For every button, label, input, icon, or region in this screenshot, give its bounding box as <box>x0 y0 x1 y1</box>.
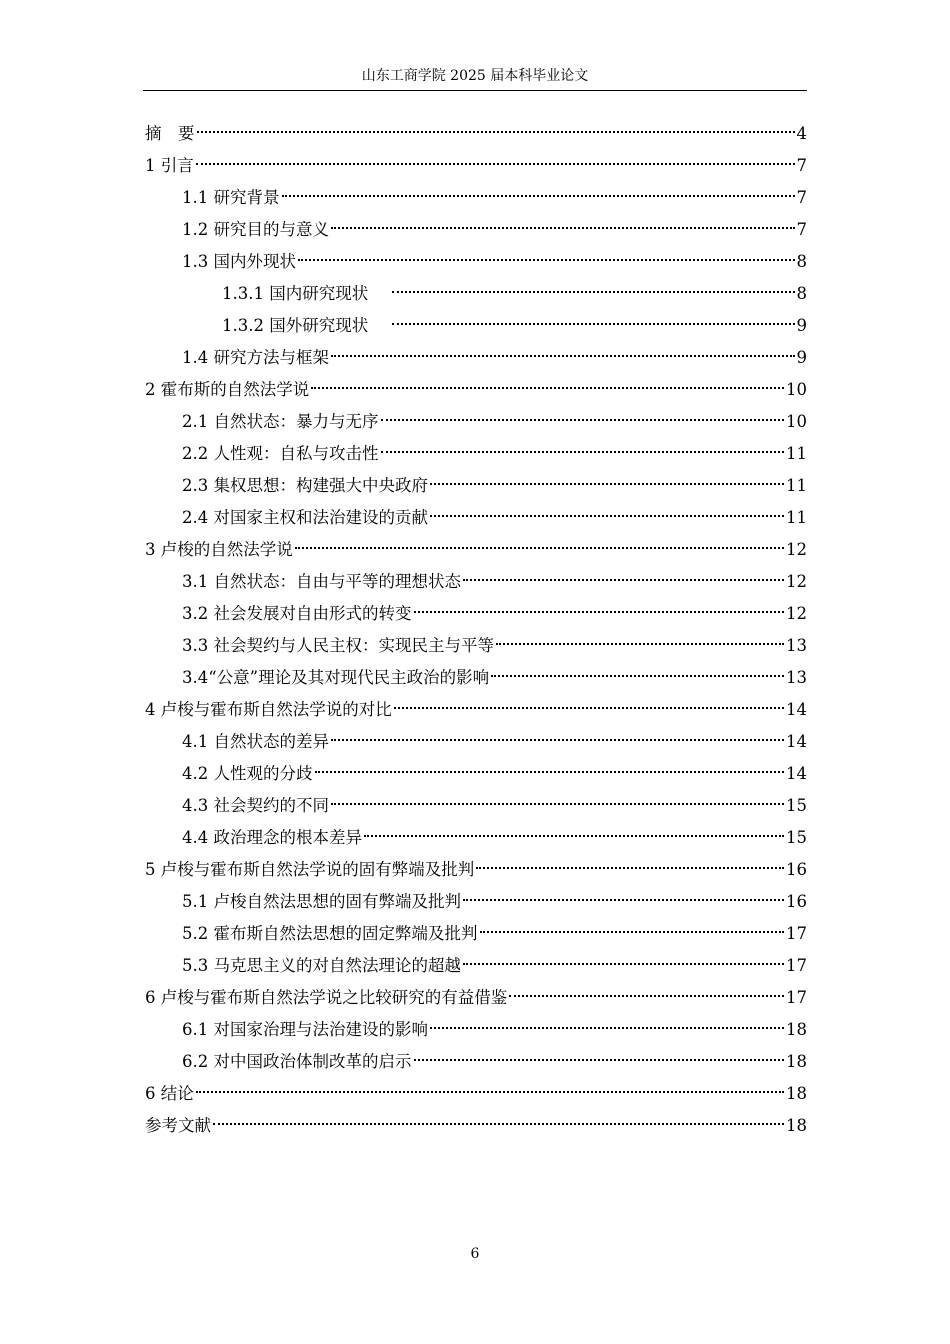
toc-entry-page-number: 15 <box>786 796 807 815</box>
toc-entry-title: 2.2 人性观：自私与攻击性 <box>182 444 379 463</box>
page-footer <box>0 1244 950 1264</box>
toc-entry-page-number: 12 <box>786 572 807 591</box>
page-number: 6 <box>470 1246 480 1262</box>
toc-dot-leader <box>430 483 784 485</box>
toc-entry-page-number: 7 <box>796 220 807 239</box>
toc-entry-page-number: 17 <box>786 956 807 975</box>
toc-entry-title: 4.1 自然状态的差异 <box>182 732 329 751</box>
page-header <box>143 66 807 91</box>
toc-entry-title: 1.1 研究背景 <box>182 188 280 207</box>
toc-entry-title: 2.4 对国家主权和法治建设的贡献 <box>182 508 428 527</box>
toc-entry[interactable] <box>145 598 807 630</box>
toc-entry-page-number: 12 <box>786 604 807 623</box>
toc-dot-leader <box>392 291 794 293</box>
toc-entry[interactable] <box>145 758 807 790</box>
toc-entry[interactable] <box>145 182 807 214</box>
toc-entry-page-number: 7 <box>796 188 807 207</box>
toc-dot-leader <box>430 1027 784 1029</box>
toc-entry-title: 4 卢梭与霍布斯自然法学说的对比 <box>145 700 392 719</box>
toc-entry-title: 1.3 国内外现状 <box>182 252 296 271</box>
toc-entry-title: 5.1 卢梭自然法思想的固有弊端及批判 <box>182 892 461 911</box>
toc-entry[interactable] <box>145 950 807 982</box>
toc-dot-leader <box>480 931 785 933</box>
toc-entry-title: 6.1 对国家治理与法治建设的影响 <box>182 1020 428 1039</box>
toc-entry-page-number: 12 <box>786 540 807 559</box>
toc-entry-page-number: 7 <box>796 156 807 175</box>
toc-entry-page-number: 18 <box>786 1052 807 1071</box>
toc-entry-title: 2 霍布斯的自然法学说 <box>145 380 310 399</box>
toc-entry[interactable] <box>145 470 807 502</box>
toc-entry[interactable] <box>145 438 807 470</box>
toc-entry[interactable] <box>145 502 807 534</box>
toc-entry-title: 6 卢梭与霍布斯自然法学说之比较研究的有益借鉴 <box>145 988 508 1007</box>
toc-entry-page-number: 9 <box>796 316 807 335</box>
toc-entry-page-number: 17 <box>786 988 807 1007</box>
toc-entry[interactable] <box>145 214 807 246</box>
toc-entry-title: 1.2 研究目的与意义 <box>182 220 329 239</box>
toc-entry-page-number: 16 <box>786 860 807 879</box>
toc-dot-leader <box>331 739 784 741</box>
toc-entry[interactable] <box>145 310 807 342</box>
toc-entry-title: 3.2 社会发展对自由形式的转变 <box>182 604 412 623</box>
toc-entry-title: 3.3 社会契约与人民主权：实现民主与平等 <box>182 636 494 655</box>
toc-dot-leader <box>381 419 785 421</box>
toc-entry-title: 5.3 马克思主义的对自然法理论的超越 <box>182 956 461 975</box>
toc-dot-leader <box>463 579 784 581</box>
toc-dot-leader <box>414 1059 785 1061</box>
toc-entry[interactable] <box>145 1078 807 1110</box>
toc-dot-leader <box>331 803 784 805</box>
toc-entry-page-number: 16 <box>786 892 807 911</box>
toc-dot-leader <box>463 899 784 901</box>
toc-entry-page-number: 10 <box>786 412 807 431</box>
toc-entry-title: 1.4 研究方法与框架 <box>182 348 329 367</box>
toc-entry-page-number: 17 <box>786 924 807 943</box>
toc-dot-leader <box>331 227 795 229</box>
toc-entry-title: 摘 要 <box>145 124 195 143</box>
toc-dot-leader <box>295 547 784 549</box>
toc-entry[interactable] <box>145 886 807 918</box>
toc-dot-leader <box>509 995 784 997</box>
toc-dot-leader <box>298 259 795 261</box>
toc-entry-title: 4.4 政治理念的根本差异 <box>182 828 362 847</box>
toc-dot-leader <box>476 867 784 869</box>
toc-entry-page-number: 11 <box>786 444 807 463</box>
toc-entry[interactable] <box>145 982 807 1014</box>
toc-entry[interactable] <box>145 342 807 374</box>
toc-dot-leader <box>331 355 795 357</box>
toc-dot-leader <box>463 963 784 965</box>
toc-dot-leader <box>394 707 784 709</box>
toc-entry-page-number: 15 <box>786 828 807 847</box>
toc-entry-page-number: 8 <box>796 252 807 271</box>
toc-entry[interactable] <box>145 566 807 598</box>
toc-entry[interactable] <box>145 278 807 310</box>
toc-entry-page-number: 9 <box>796 348 807 367</box>
toc-entry[interactable] <box>145 790 807 822</box>
toc-entry[interactable] <box>145 406 807 438</box>
toc-entry-title: 6.2 对中国政治体制改革的启示 <box>182 1052 412 1071</box>
toc-dot-leader <box>381 451 785 453</box>
toc-entry[interactable] <box>145 726 807 758</box>
toc-dot-leader <box>364 835 784 837</box>
toc-entry-title: 3 卢梭的自然法学说 <box>145 540 293 559</box>
toc-entry-page-number: 14 <box>786 764 807 783</box>
toc-entry-page-number: 10 <box>786 380 807 399</box>
toc-entry[interactable] <box>145 534 807 566</box>
toc-dot-leader <box>196 163 795 165</box>
toc-dot-leader <box>315 771 785 773</box>
toc-entry[interactable] <box>145 118 807 150</box>
toc-entry-title: 5.2 霍布斯自然法思想的固定弊端及批判 <box>182 924 478 943</box>
toc-entry-title: 3.1 自然状态：自由与平等的理想状态 <box>182 572 461 591</box>
toc-dot-leader <box>491 675 784 677</box>
toc-entry-title: 4.2 人性观的分歧 <box>182 764 313 783</box>
toc-entry-page-number: 18 <box>786 1020 807 1039</box>
toc-entry-page-number: 4 <box>796 124 807 143</box>
toc-entry-title: 6 结论 <box>145 1084 194 1103</box>
toc-dot-leader <box>392 323 794 325</box>
toc-dot-leader <box>213 1123 784 1125</box>
toc-dot-leader <box>414 611 785 613</box>
toc-entry-page-number: 18 <box>786 1084 807 1103</box>
toc-entry[interactable] <box>145 822 807 854</box>
toc-entry-title: 4.3 社会契约的不同 <box>182 796 329 815</box>
toc-entry[interactable] <box>145 1046 807 1078</box>
table-of-contents <box>145 118 807 1142</box>
toc-entry-title: 2.1 自然状态：暴力与无序 <box>182 412 379 431</box>
toc-entry-title: 1.3.1 国内研究现状 <box>222 284 369 303</box>
toc-entry-page-number: 18 <box>786 1116 807 1135</box>
toc-entry-title: 2.3 集权思想：构建强大中央政府 <box>182 476 428 495</box>
toc-dot-leader <box>430 515 784 517</box>
toc-entry-page-number: 13 <box>786 636 807 655</box>
toc-entry-title: 5 卢梭与霍布斯自然法学说的固有弊端及批判 <box>145 860 475 879</box>
toc-dot-leader <box>496 643 784 645</box>
toc-dot-leader <box>196 1091 784 1093</box>
toc-entry[interactable] <box>145 1110 807 1142</box>
toc-entry-title: 3.4“公意”理论及其对现代民主政治的影响 <box>182 668 490 687</box>
toc-entry[interactable] <box>145 694 807 726</box>
header-title: 山东工商学院 2025 届本科毕业论文 <box>361 68 589 84</box>
toc-entry-title: 参考文献 <box>145 1116 211 1135</box>
toc-dot-leader <box>311 387 784 389</box>
toc-entry[interactable] <box>145 918 807 950</box>
toc-entry-page-number: 14 <box>786 732 807 751</box>
toc-entry-page-number: 13 <box>786 668 807 687</box>
toc-entry-title: 1.3.2 国外研究现状 <box>222 316 369 335</box>
toc-entry[interactable] <box>145 854 807 886</box>
toc-entry-title: 1 引言 <box>145 156 194 175</box>
toc-dot-leader <box>197 131 795 133</box>
toc-entry[interactable] <box>145 150 807 182</box>
toc-dot-leader <box>282 195 795 197</box>
toc-entry[interactable] <box>145 246 807 278</box>
toc-entry[interactable] <box>145 662 807 694</box>
toc-entry-page-number: 8 <box>796 284 807 303</box>
toc-entry-page-number: 11 <box>786 508 807 527</box>
toc-entry-page-number: 11 <box>786 476 807 495</box>
toc-entry[interactable] <box>145 1014 807 1046</box>
toc-entry[interactable] <box>145 374 807 406</box>
toc-entry[interactable] <box>145 630 807 662</box>
toc-entry-page-number: 14 <box>786 700 807 719</box>
